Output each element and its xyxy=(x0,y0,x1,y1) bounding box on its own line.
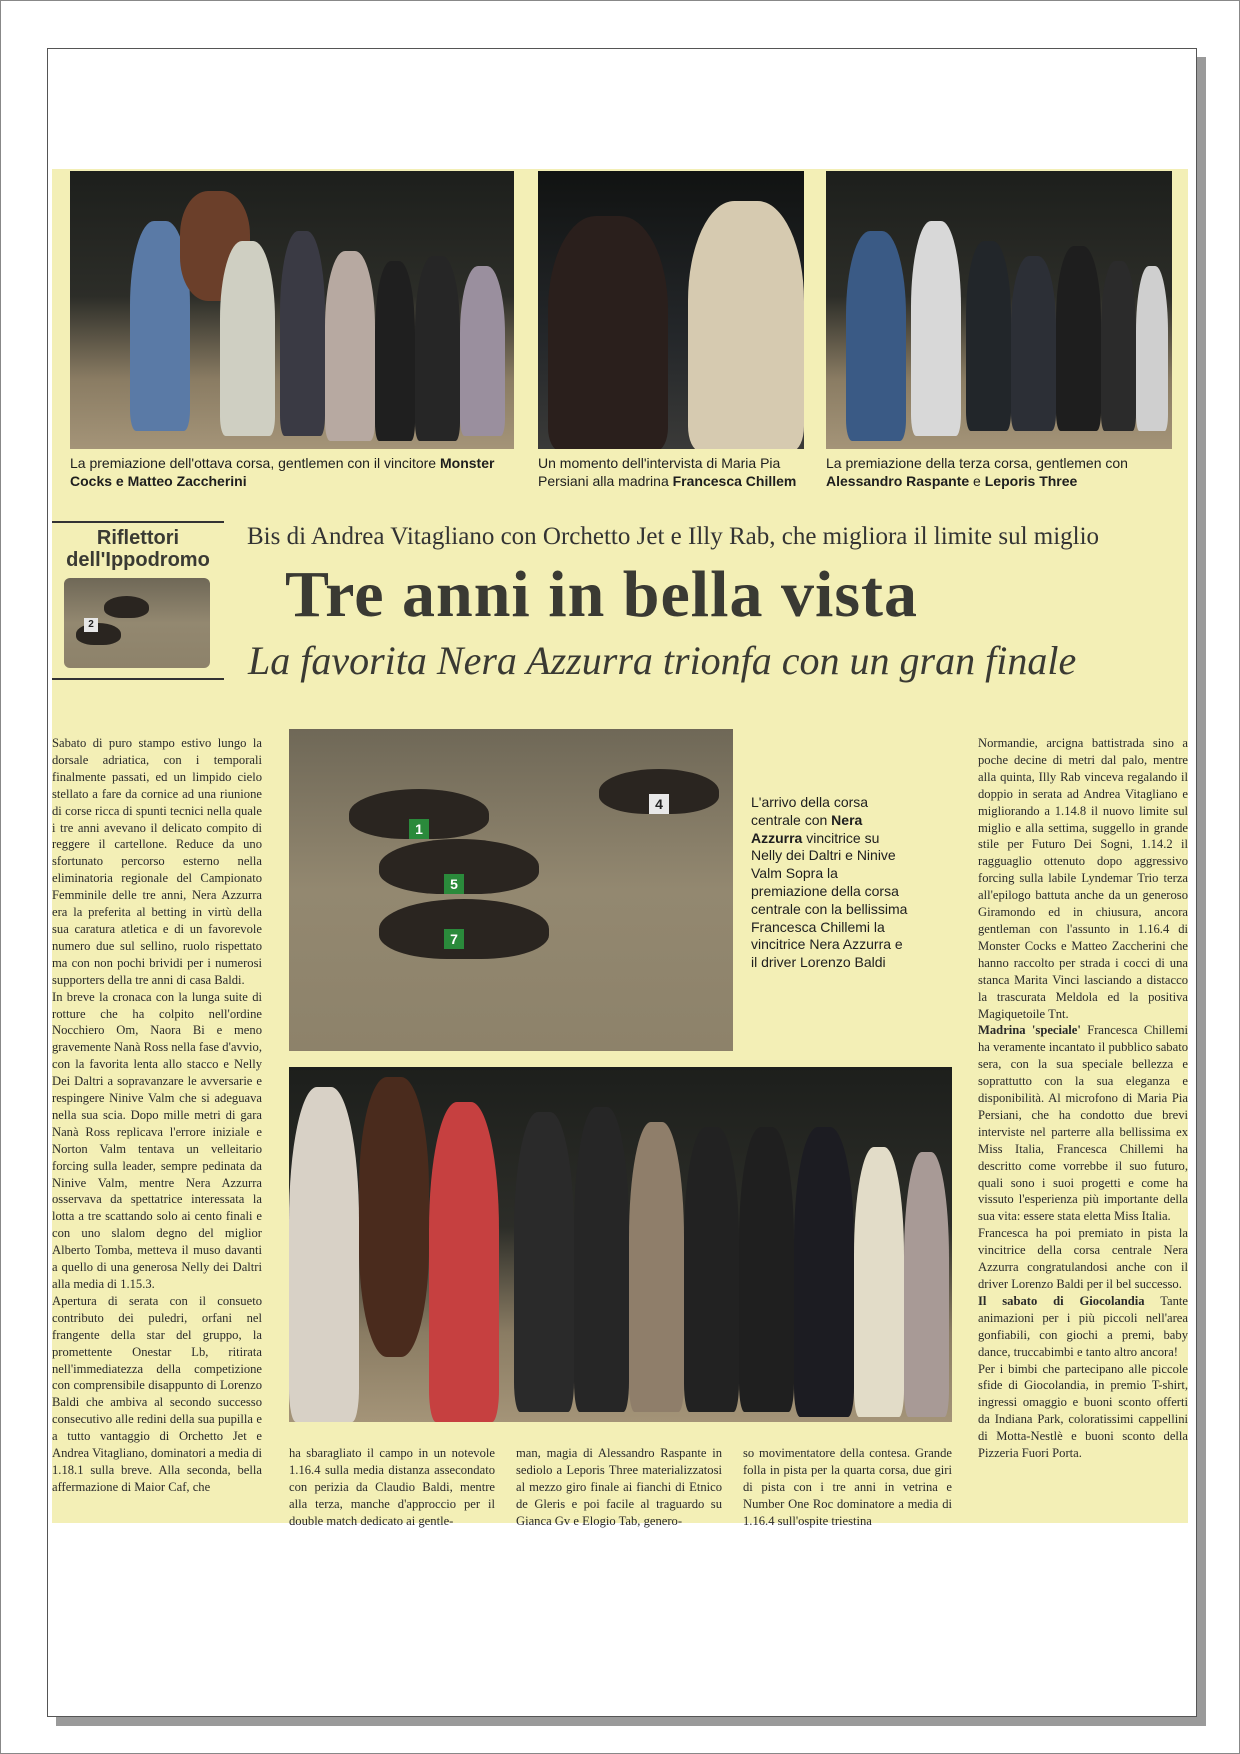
article-headline: Tre anni in bella vista xyxy=(285,558,918,631)
race-bib-7: 7 xyxy=(444,929,464,949)
c1-paragraph-1: Sabato di puro stampo estivo lungo la dorsale adriatica, con i temporali finalmente passati, ed un limpido cielo stellato a fare da cornice ad una riunione di corse ricca di spunti tecnici nella quale i tre anni avevano il delicato compito di reggere il cartellone. Reduce da uno sfortunato percorso esterno nella eliminatoria regionale del Campionato Femminile delle tre anni, Nera Azzurra era la preferita al betting in virtù della sua caratura atletica e di un favorevole numero due sul sellino, ruolo rispettato ma con non pochi brividi per i numerosi supporters della tre anni di casa Baldi. xyxy=(52,736,262,987)
newspaper-clipping xyxy=(52,169,1188,1528)
c5-paragraph-5: Per i bimbi che partecipano alle piccole sfide di Giocolandia, in premio T-shirt, ingressi omaggio e buoni sconto offerti da Indiana Park, coloratissimi cappellini di Motta-Nestlè e buoni sconto della Pizzeria Fuori Porta. xyxy=(978,1361,1188,1461)
photo-third-race-award xyxy=(826,171,1172,449)
section-rule-bottom xyxy=(52,678,224,680)
article-column-2: ha sbaragliato il campo in un notevole 1.16.4 sulla media distanza assecondato con perizia da Claudio Baldi, mentre alla terza, manche d'approccio per il double match dedicato ai gentle- xyxy=(289,1446,495,1528)
section-sulky-illustration: 2 xyxy=(64,578,210,668)
caption-top-mid: Un momento dell'intervista di Maria Pia Persiani alla madrina Francesca Chillem xyxy=(538,455,797,489)
section-rule-top xyxy=(52,521,224,523)
c5-paragraph-1: Normandie, arcigna battistrada sino a poche decine di metri dal palo, mentre alla quinta, Illy Rab vinceva regalando il doppio in serata ad Andrea Vitagliano e migliorando a 1.14.8 il nuovo limite sul miglio e alla settima, suggello in grande stile per Futuro Dei Sogni, 1.14.2 il ragguaglio ottenuto dopo aggressivo forcing sulla labile Lyndemar Trio terza all'epilogo battuta anche da un generoso Giramondo ed in chiusura, ancora gentleman con l'assunto in 1.16.4 di Monster Cocks e Matteo Zaccherini che hanno raccolto per strada i cocci di una stanca Marita Vinci lasciando a distacco la trascurata Meldola ed la positiva Magiquetoile Tnt. xyxy=(978,736,1188,1021)
article-column-5 xyxy=(978,735,1188,1522)
c5-paragraph-4: Il sabato di Giocolandia Tante animazioni per i più piccoli nell'area gonfiabili, con giochi a premi, baby dance, truccabimbi e tanto altro ancora! xyxy=(978,1293,1188,1359)
c1-paragraph-2: In breve la cronaca con la lunga suite di rotture che ha colpito nell'ordine Nocchiero Om, Naora Bi e meno gravemente Nanà Ross nella fase d'avvio, con la favorita lenta allo stacco e Nelly Dei Daltri a sopravanzare le avversarie e respingere Ninive Valm che si adeguava nella sua scia. Dopo mille metri di gara Nanà Ross replicava l'errore iniziale e Norton Valm tentava un velleitario forcing sulla leader, sempre pedinata da Ninive Valm, mentre Nera Azzurra osservava da spettatrice interessata la lotta a tre scattando solo ai cento finali e con uno slalom degno del miglior Alberto Tomba, metteva il muso davanti a quello di una generosa Nelly dei Daltri alla media di 1.15.3. xyxy=(52,989,262,1291)
c5-paragraph-2: Madrina 'speciale' Francesca Chillemi ha veramente incantato il pubblico sabato sera, con la sua speciale bellezza e soprattutto con la sua eleganza e disponibilità. Al microfono di Maria Pia Persiani, che ha condotto due brevi interviste nel parterre alla bellissima ex Miss Italia, Francesca Chillemi ha descritto come vorrebbe il suo futuro, quali sono i suoi progetti e come ha vissuto l'esperienza più importante della sua vita: essere stata eletta Miss Italia. xyxy=(978,1023,1188,1224)
c1-paragraph-3: Apertura di serata con il consueto contributo dei puledri, orfani nel frangente della star del gruppo, la promettente Onestar Lb, ritirata nell'immediatezza della competizione con comprensibile disappunto di Lorenzo Baldi che ambiva al secondo successo consecutivo alle redini della sua pupilla e a tutto vantaggio di Orchetto Jet e Andrea Vitagliano, dominatori a media di 1.18.1 sulla breve. Alla seconda, bella affermazione di Maior Caf, che xyxy=(52,1293,262,1494)
caption-top-right: La premiazione della terza corsa, gentlemen con Alessandro Raspante e Leporis Three xyxy=(826,455,1128,489)
c5-paragraph-3: Francesca ha poi premiato in pista la vincitrice della corsa centrale Nera Azzurra congratulandosi anche con il driver Lorenzo Baldi per il bel successo. xyxy=(978,1226,1188,1291)
section-label-line1: Riflettori xyxy=(96,527,180,549)
photo-interview xyxy=(538,171,804,449)
caption-race-finish: L'arrivo della corsa centrale con Nera Azzurra vincitrice su Nelly dei Daltri e Ninive Valm Sopra la premiazione della corsa centrale con la bellissima Francesca Chillemi la vincitrice Nera Azzurra e il driver Lorenzo Baldi xyxy=(751,794,908,971)
photo-race-finish xyxy=(289,729,733,1051)
race-bib-5: 5 xyxy=(444,874,464,894)
article-column-3: man, magia di Alessandro Raspante in sediolo a Leporis Three materializzatosi al mezzo giro finale ai fianchi di Etnico de Gleris e poi facile al traguardo su Gianca Gv e Elogio Tab, genero- xyxy=(516,1446,722,1528)
caption-top-left: La premiazione dell'ottava corsa, gentlemen con il vincitore Monster Cocks e Matteo Zaccherini xyxy=(70,455,495,489)
section-label xyxy=(52,527,224,571)
article-column-1 xyxy=(52,735,262,1522)
photo-eighth-race-award xyxy=(70,171,514,449)
race-bib-1: 1 xyxy=(409,819,429,839)
article-subhead: La favorita Nera Azzurra trionfa con un gran finale xyxy=(248,638,1077,683)
photo-central-race-award xyxy=(289,1067,952,1422)
section-label-line2: dell'Ippodromo xyxy=(66,549,210,571)
race-bib-4: 4 xyxy=(649,794,669,814)
article-column-4: so movimentatore della contesa. Grande folla in pista per la quarta corsa, due giri di pista con i tre anni in vetrina e Number One Roc dominatore a media di 1.16.4 sull'ospite triestina xyxy=(743,1446,952,1528)
article-kicker: Bis di Andrea Vitagliano con Orchetto Jet e Illy Rab, che migliora il limite sul miglio xyxy=(247,523,1100,550)
